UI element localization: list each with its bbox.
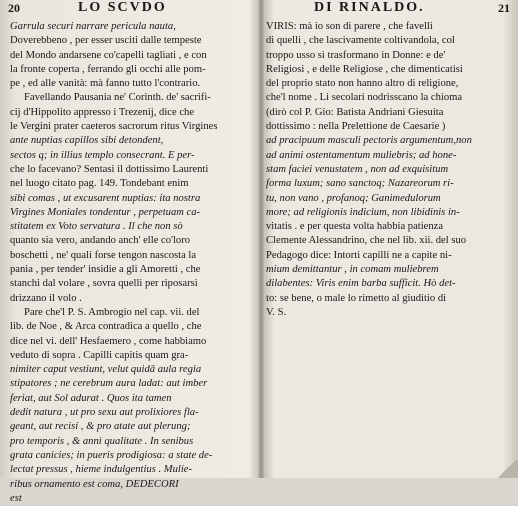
text-line: sibi comas , ut excusarent nuptias: ita nostra <box>10 192 201 204</box>
text-line: vitatis . e per questa volta habbia patienza <box>266 221 444 233</box>
text-line: grata canicies; in pueris prodigiosa: a state de- <box>10 449 213 461</box>
text-line: drizzano il volo . <box>10 292 82 304</box>
text-line: stanchi dal volare , sovra quelli per riposarsi <box>10 278 198 290</box>
text-line: dilabentes: Viris enim barba sufficit. Hò det- <box>266 278 456 290</box>
text-line: stam faciei venustatem , non ad exquisitum <box>266 163 449 175</box>
text-line: stipatores ; ne cerebrum aura ladat: aut imber <box>10 378 208 390</box>
right-running-head: DI RINALDO. <box>314 0 425 15</box>
text-line: more; ad religionis indicium, non libidinis in- <box>266 206 460 218</box>
text-line: lib. de Noe , & Arca contradica a quello , che <box>10 321 202 333</box>
text-line: dottissimo : nella Prelettione de Caesarie ) <box>266 121 446 133</box>
text-line: tu, non vano , profanoq; Ganimedulorum <box>266 192 441 204</box>
text-line: forma luxum; sano sanctoq; Nazareorum ri- <box>266 178 454 190</box>
left-page <box>6 0 256 504</box>
text-line: VIRIS: mà io son di parere , che favelli <box>266 21 433 32</box>
text-line: nimiter caput vestiunt, velut quidā aula regia <box>10 364 202 376</box>
book-gutter <box>258 0 264 478</box>
right-page-header <box>266 0 514 20</box>
text-line: che lo facevano? Sentasi il dottissimo Laurenti <box>10 163 209 175</box>
text-line: sectos q; in illius templo consecrant. E per- <box>10 149 195 161</box>
text-line: Religiosi , e delle Religiose , che dimenticatisi <box>266 63 463 75</box>
text-line: stitatem ex Voto servatura . Il che non sò <box>10 221 183 233</box>
text-line: mium demittantur , in comam muliebrem <box>266 264 439 276</box>
text-line: veduto di sopra . Capilli capitis quam gra- <box>10 349 189 361</box>
text-line: to: se bene, o male lo rimetto al giuditio di <box>266 292 447 304</box>
text-line: che'l nome . Li secolari nodrisscano la chioma <box>266 92 463 104</box>
right-page <box>266 0 514 478</box>
left-page-number: 20 <box>8 1 20 15</box>
right-page-text <box>266 20 514 320</box>
text-line: di quelli , che lascivamente coltivandola, col <box>266 35 455 47</box>
text-line: troppo usso si trasformano in Donne: e de' <box>266 49 446 61</box>
text-line: ante nuptias capillos sibi detondent, <box>10 135 164 147</box>
text-line: (dirò col P. Gio: Batista Andriani Giesuita <box>266 106 444 118</box>
text-line: V. S. <box>266 306 287 318</box>
text-line: quanto sia vero, andando anch' elle co'loro <box>10 235 191 247</box>
text-line: Pedagogo dice: Intorti capilli ne a capite ni- <box>266 249 452 261</box>
text-line: ad pracipuum masculi pectoris argumentum,non <box>266 135 472 147</box>
text-line: pe , ed alle vanità: mà fanno tutto l'contrario. <box>10 78 201 90</box>
text-line: geant, aut recisi , & pro atate aut plerung; <box>10 421 191 433</box>
text-line: ribus ornamento est coma, DEDECORI <box>10 478 179 490</box>
left-running-head: LO SCVDO <box>78 0 167 15</box>
text-line: del Mondo andarsene co'capelli tagliati , e con <box>10 49 207 61</box>
text-line: pania , per tender' insidie a gli Amoretti , che <box>10 264 201 276</box>
text-line: ad animi ostentamentum muliebris; ad hone- <box>266 149 457 161</box>
text-line: cij d'Hippolito appresso i Trezenij, dice che <box>10 106 195 118</box>
text-line: nel luogo citato pag. 149. Tondebant enim <box>10 178 189 190</box>
text-line: boschetti , ne' quali forse tengon nascosta la <box>10 249 197 261</box>
text-line: dice nel vi. dell' Hesfaemero , come habbiamo <box>10 335 207 347</box>
text-line: dedit natura , ut pro sexu aut prolixiores fla- <box>10 407 199 419</box>
text-line: le Vergini prater caeteros sacrorum ritus Virgines <box>10 121 218 133</box>
text-line: Doverebbeno , per esser usciti dalle tempeste <box>10 35 202 47</box>
text-line: Clemente Alessandrino, che nel lib. xii. del suo <box>266 235 467 247</box>
text-line: feriat, aut Sol adurat . Quos ita tamen <box>10 392 172 404</box>
right-page-number: 21 <box>498 1 510 15</box>
text-line: pro temporis , & anni qualitate . In senibus <box>10 435 194 447</box>
left-page-text <box>6 20 256 506</box>
text-line: Virgines Moniales tondentur , perpetuam ca- <box>10 206 201 218</box>
page-corner-fold <box>496 460 518 478</box>
text-line: Pare che'l P. S. Ambrogio nel cap. vii. del <box>24 306 200 318</box>
text-line: Favellando Pausania ne' Corinth. de' sacrifi- <box>24 92 211 104</box>
text-line: la fronte coperta , ferrando gli occhi alle pom- <box>10 63 206 75</box>
left-page-header <box>6 0 256 20</box>
text-line: est <box>10 492 22 504</box>
text-line: lectat pressus , hieme indulgentius . Mulie- <box>10 464 193 476</box>
text-line: del proprio stato non hanno altro di religione, <box>266 78 459 90</box>
text-line: Garrula securi narrare pericula nauta, <box>10 21 176 32</box>
